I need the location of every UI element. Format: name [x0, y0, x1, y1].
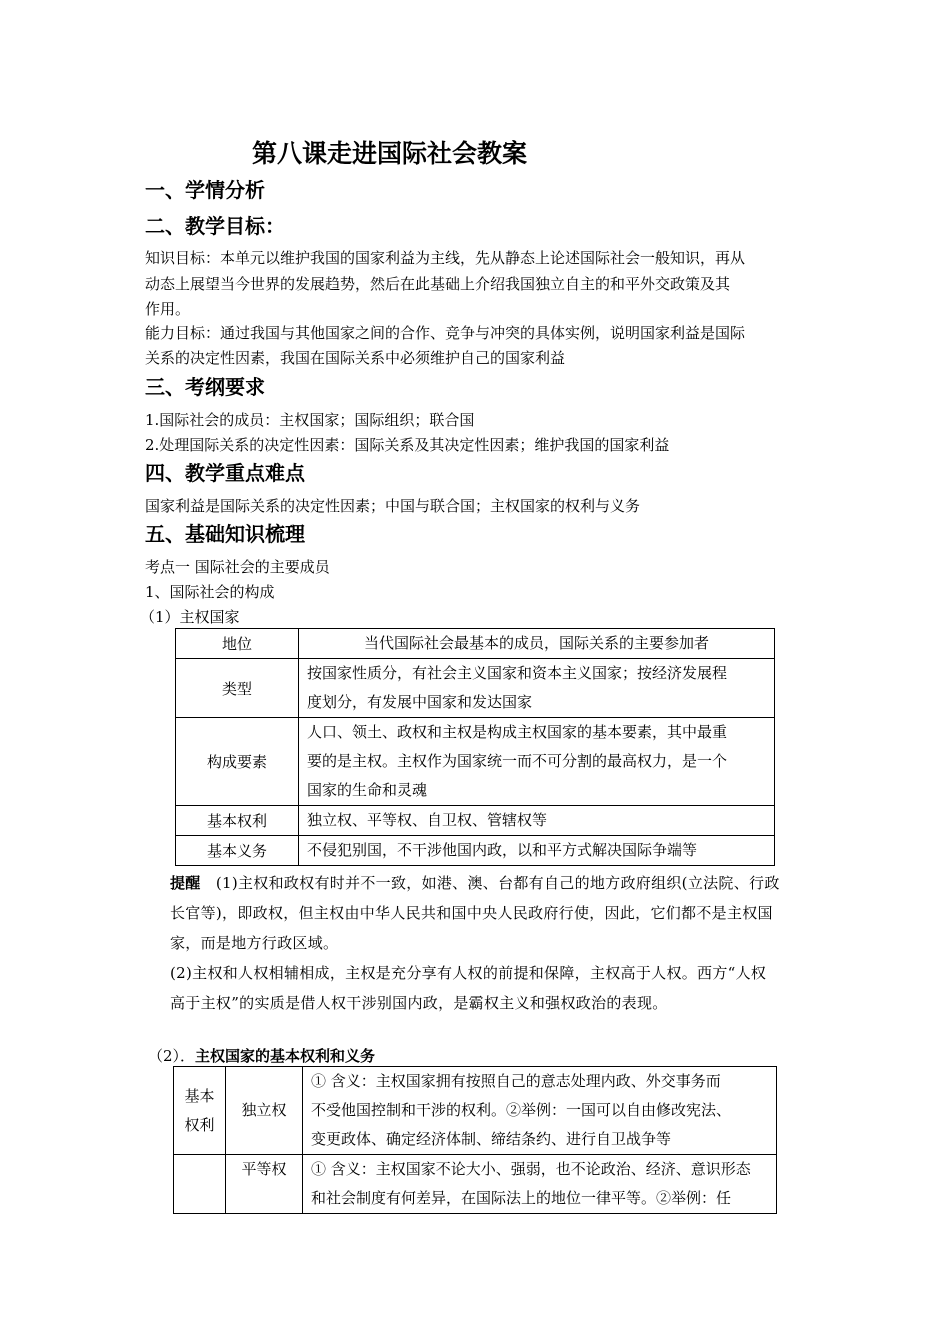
requirement-1: 1.国际社会的成员：主权国家；国际组织；联合国	[145, 411, 475, 429]
row-key-elements: 构成要素	[176, 718, 299, 806]
heading-exam-requirements: 三、考纲要求	[145, 375, 265, 399]
row-value-line: 国家的生命和灵魂	[307, 781, 428, 799]
row-value-line: ① 含义：主权国家拥有按照自己的意志处理内政、外交事务而	[311, 1072, 721, 1090]
row-value-line: 和社会制度有何差异，在国际法上的地位一律平等。②举例：任	[311, 1189, 732, 1207]
reminder-line-5: 高于主权”的实质是借人权干涉别国内政，是霸权主义和强权政治的表现。	[170, 994, 668, 1012]
table-row	[174, 1067, 777, 1155]
rights-duties-table	[173, 1066, 777, 1214]
table-row	[176, 659, 775, 718]
row-key-rights: 基本权利	[176, 806, 299, 836]
subsection-rights-duties: （2）．主权国家的基本权利和义务	[148, 1047, 376, 1065]
section-composition: 1、国际社会的构成	[145, 583, 275, 601]
row-value-line: 当代国际社会最基本的成员，国际关系的主要参加者	[363, 634, 709, 652]
row-value-line: 不侵犯别国，不干涉他国内政，以和平方式解决国际争端等	[307, 841, 698, 859]
row-key-type: 类型	[176, 659, 299, 718]
group-label-line: 权利	[184, 1115, 215, 1134]
row-value-line: 度划分，有发展中国家和发达国家	[307, 693, 533, 711]
table-row	[176, 718, 775, 806]
table-row	[174, 1155, 777, 1214]
row-value-line: 要的是主权。主权作为国家统一而不可分割的最高权力，是一个	[307, 752, 728, 770]
row-value-line: 变更政体、确定经济体制、缔结条约、进行自卫战争等	[311, 1130, 672, 1148]
sovereign-state-table	[175, 628, 775, 866]
row-value-line: 按国家性质分，有社会主义国家和资本主义国家；按经济发展程	[307, 664, 728, 682]
reminder-line-4: (2)主权和人权相辅相成，主权是充分享有人权的前提和保障，主权高于人权。西方“人权	[170, 964, 767, 982]
row-value-line: ① 含义：主权国家不论大小、强弱，也不论政治、经济、意识形态	[311, 1160, 751, 1178]
reminder-line-2: 长官等)，即政权，但主权由中华人民共和国中央人民政府行使，因此，它们都不是主权国	[170, 904, 773, 922]
reminder-line-3: 家，而是地方行政区域。	[170, 934, 339, 952]
row-value-line: 人口、领土、政权和主权是构成主权国家的基本要素，其中最重	[307, 723, 728, 741]
reminder-line-1: 提醒 (1)主权和政权有时并不一致，如港、澳、台都有自己的地方政府组织(立法院、行政	[170, 874, 780, 892]
document-title: 第八课走进国际社会教案	[252, 139, 528, 168]
goal-knowledge-line-3: 作用。	[145, 300, 191, 318]
row-key-status: 地位	[176, 629, 299, 659]
table-row	[176, 836, 775, 866]
exam-point-1: 考点一 国际社会的主要成员	[145, 558, 330, 576]
reminder-label: 提醒	[170, 874, 201, 892]
requirement-2: 2.处理国际关系的决定性因素：国际关系及其决定性因素；维护我国的国家利益	[145, 436, 670, 454]
key-points-text: 国家利益是国际关系的决定性因素；中国与联合国；主权国家的权利与义务	[145, 497, 641, 515]
row-value-line: 不受他国控制和干涉的权利。②举例：一国可以自由修改宪法、	[311, 1101, 732, 1119]
goal-knowledge-line-1: 知识目标：本单元以维护我国的国家利益为主线，先从静态上论述国际社会一般知识，再从	[145, 249, 746, 267]
heading-teaching-goals: 二、教学目标：	[145, 214, 285, 238]
row-key-independence: 独立权	[226, 1067, 303, 1155]
table-row	[176, 806, 775, 836]
subsection-sovereign-state: （1）主权国家	[140, 608, 240, 626]
row-value-line: 独立权、平等权、自卫权、管辖权等	[307, 811, 548, 829]
row-key-equality: 平等权	[226, 1155, 303, 1214]
table-row	[176, 629, 775, 659]
heading-learning-analysis: 一、学情分析	[145, 178, 265, 202]
heading-key-points: 四、教学重点难点	[145, 461, 305, 485]
row-key-duties: 基本义务	[176, 836, 299, 866]
heading-basic-knowledge: 五、基础知识梳理	[145, 522, 305, 546]
goal-ability-line-2: 关系的决定性因素，我国在国际关系中必须维护自己的国家利益	[145, 349, 566, 367]
goal-knowledge-line-2: 动态上展望当今世界的发展趋势，然后在此基础上介绍我国独立自主的和平外交政策及其	[145, 275, 731, 293]
goal-ability-line-1: 能力目标：通过我国与其他国家之间的合作、竞争与冲突的具体实例，说明国家利益是国际	[145, 324, 746, 342]
group-label-line: 基本	[184, 1086, 215, 1105]
